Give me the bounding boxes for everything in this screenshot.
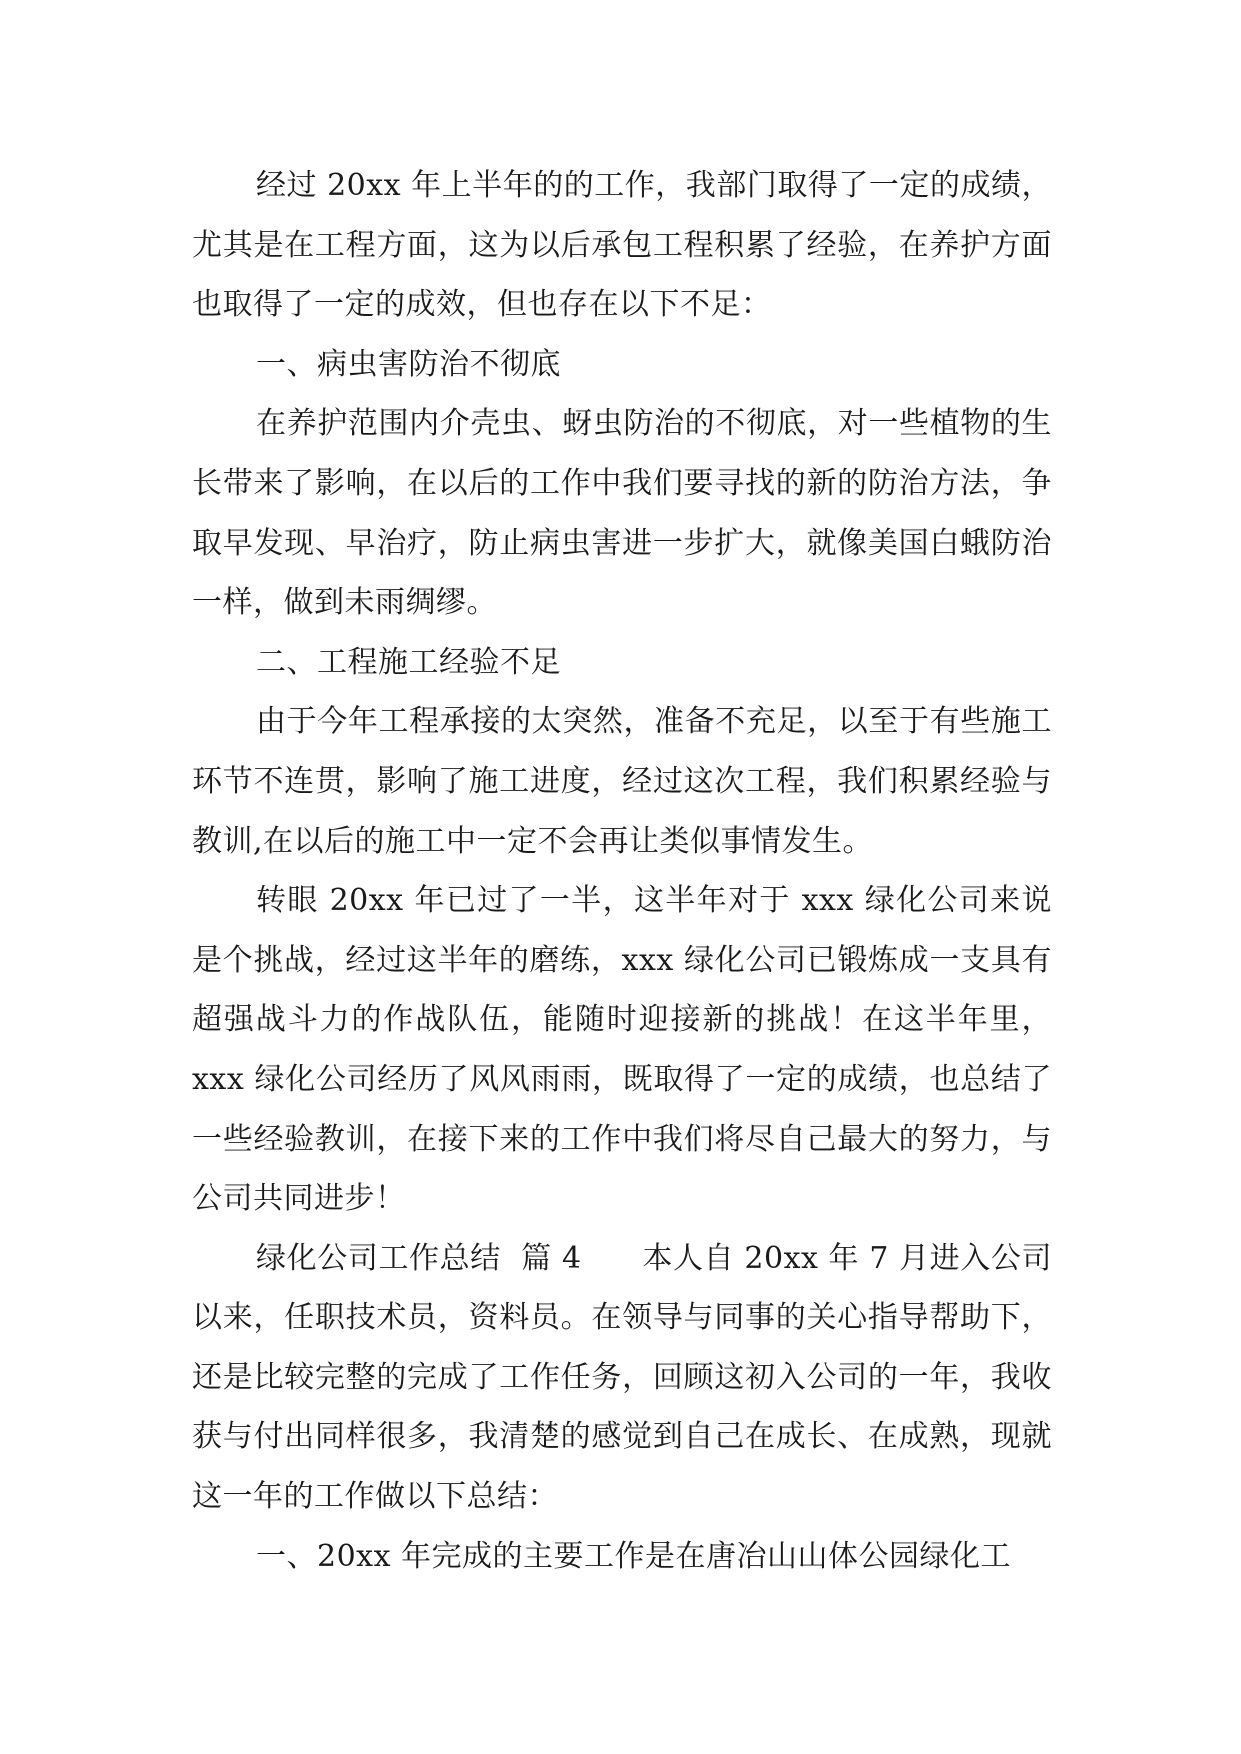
paragraph-summary-4: 绿化公司工作总结 篇 4 本人自 20xx 年 7 月进入公司以来，任职技术员，资料员。在领导与同事的关心指导帮助下，还是比较完整的完成了工作任务，回顾这初入公司的一年，我收获与付出同样很多，我清楚的感觉到自己在成长、在成熟，现就这一年的工作做以下总结： <box>192 1240 1052 1515</box>
paragraph-main-work: 一、20xx 年完成的主要工作是在唐冶山山体公园绿化工 <box>256 1538 1012 1574</box>
paragraph-construction: 由于今年工程承接的太突然，准备不充足，以至于有些施工环节不连贯，影响了施工进度，经过这次工程，我们积累经验与教训,在以后的施工中一定不会再让类似事情发生。 <box>192 704 1052 859</box>
document-body <box>192 156 1052 1586</box>
paragraph-half-year: 转眼 20xx 年已过了一半，这半年对于 xxx 绿化公司来说是个挑战，经过这半年的磨练，xxx 绿化公司已锻炼成一支具有超强战斗力的作战队伍，能随时迎接新的挑战！在这半年里，xxx 绿化公司经历了风风雨雨，既取得了一定的成绩，也总结了一些经验教训，在接下来的工作中我们将尽自己最大的努力，与公司共同进步！ <box>192 883 1052 1217</box>
heading-construction: 二、工程施工经验不足 <box>256 644 561 680</box>
paragraph-pest-control: 在养护范围内介壳虫、蚜虫防治的不彻底，对一些植物的生长带来了影响，在以后的工作中我们要寻找的新的防治方法，争取早发现、早治疗，防止病虫害进一步扩大，就像美国白蛾防治一样，做到未雨绸缪。 <box>192 406 1052 621</box>
paragraph-intro: 经过 20xx 年上半年的的工作，我部门取得了一定的成绩，尤其是在工程方面，这为以后承包工程积累了经验，在养护方面也取得了一定的成效，但也存在以下不足： <box>192 168 1052 323</box>
heading-pest-control: 一、病虫害防治不彻底 <box>256 346 561 382</box>
